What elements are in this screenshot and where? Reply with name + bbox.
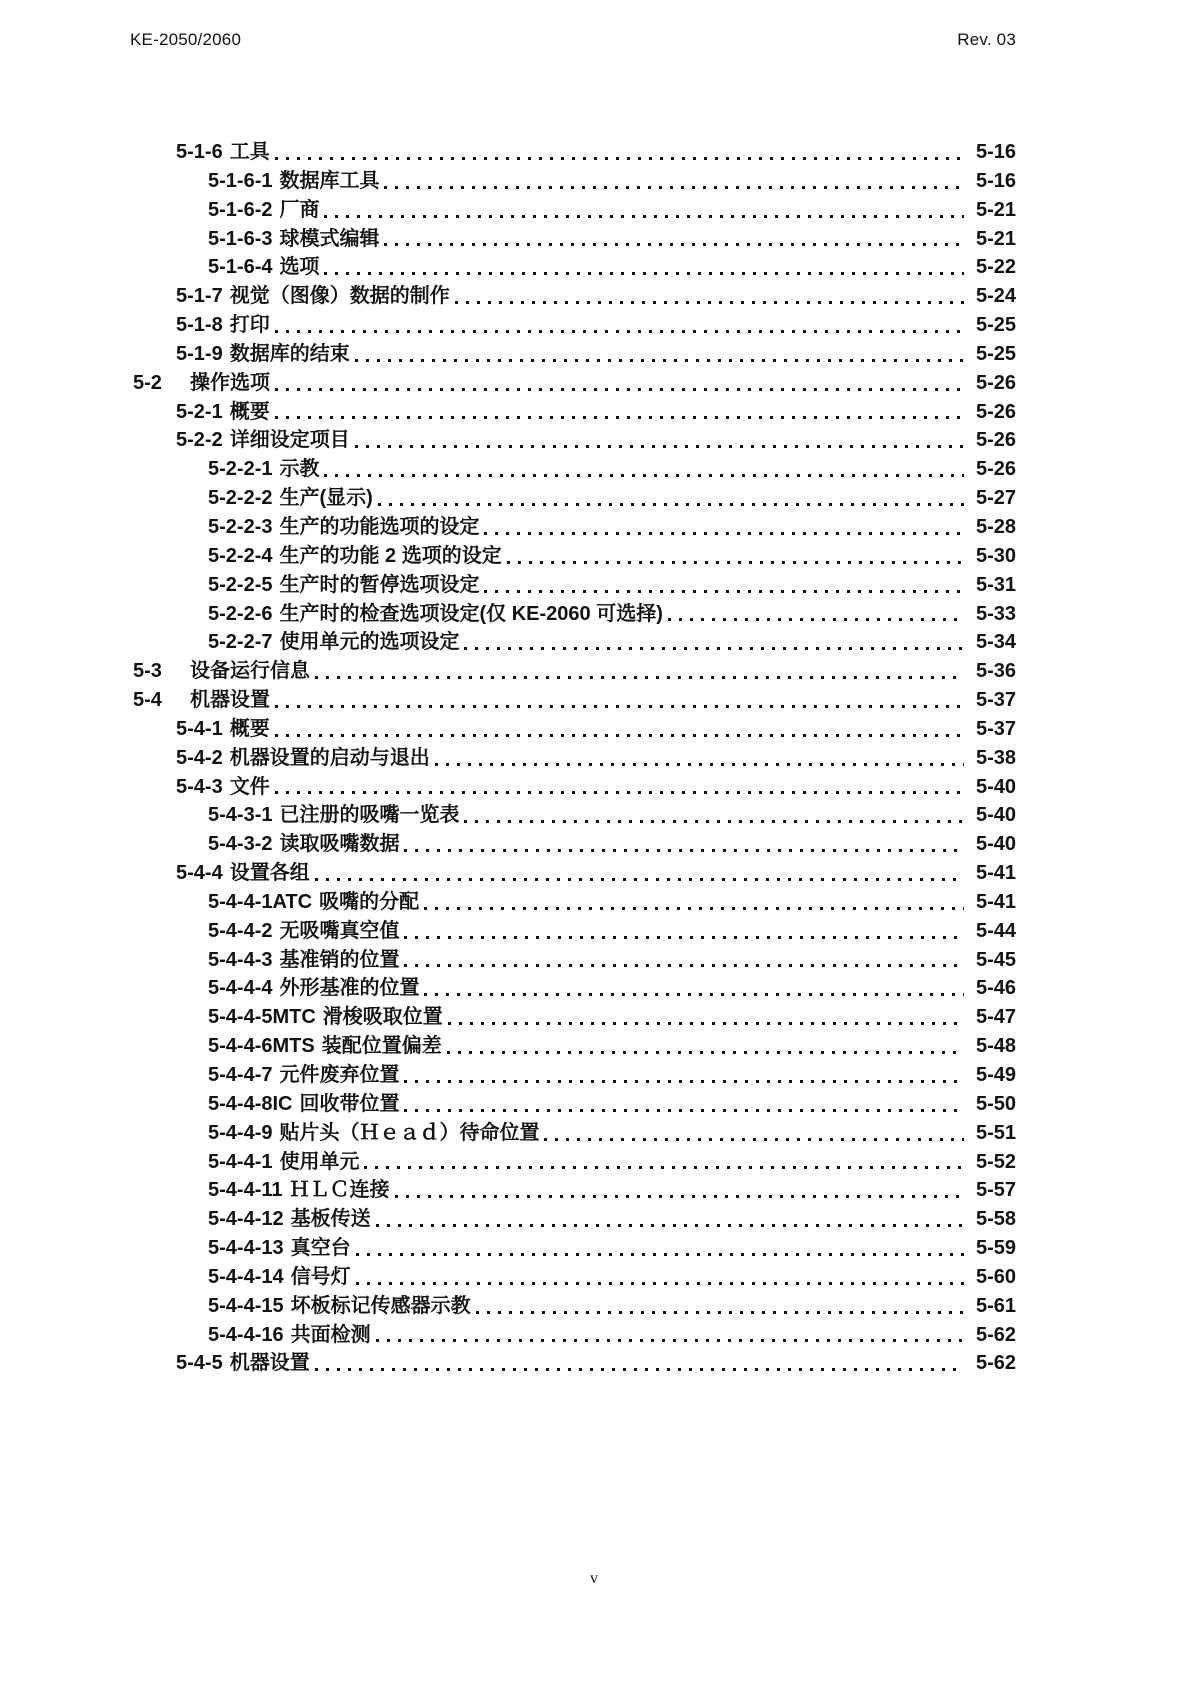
toc-entry-page: 5-58: [975, 1208, 1016, 1231]
dot-leader: [324, 455, 964, 484]
toc-entry: [133, 1090, 1016, 1119]
toc-entry-page: 5-49: [975, 1064, 1016, 1086]
dot-leader: [315, 657, 964, 686]
toc-entry-number: 5-1-9: [176, 342, 223, 365]
toc-entry: [133, 484, 1016, 513]
toc-entry-page: 5-37: [975, 689, 1016, 712]
toc-entry-page: 5-46: [975, 977, 1016, 1000]
dot-leader: [315, 859, 964, 888]
toc-entry-title: 使用单元的选项设定: [279, 631, 460, 654]
toc-entry-title: 读取吸嘴数据: [279, 833, 400, 856]
toc-entry-number: 5-3: [133, 660, 162, 683]
toc-entry-number: 5-2-1: [176, 400, 223, 423]
toc-entry-number: 5-2-2-5: [208, 573, 273, 596]
toc-entry: [133, 859, 1016, 888]
toc-entry-title: 文件: [229, 775, 270, 798]
dot-leader: [355, 426, 964, 455]
toc-entry-number: 5-4-4-2: [208, 919, 273, 942]
toc-entry-page: 5-45: [975, 948, 1016, 971]
toc-entry: [133, 282, 1016, 311]
dot-leader: [376, 1321, 964, 1350]
toc-entry: [133, 138, 1016, 167]
toc-entry-number: 5-4-4-16: [208, 1323, 284, 1346]
toc-entry: [133, 888, 1016, 917]
toc-entry-number: 5-4-4-4: [208, 977, 273, 1000]
toc-entry-page: 5-16: [975, 141, 1016, 163]
page-number: v: [590, 1570, 598, 1587]
toc-entry: [133, 773, 1016, 802]
toc-entry-page: 5-51: [975, 1121, 1016, 1144]
toc-entry-number: 5-4-4-13: [208, 1237, 284, 1260]
toc-entry-title: 生产时的检查选项设定(仅 KE-2060 可选择): [279, 602, 663, 625]
dot-leader: [378, 484, 964, 513]
toc-entry: [133, 830, 1016, 859]
dot-leader: [275, 773, 964, 802]
toc-entry-page: 5-44: [975, 919, 1016, 942]
toc-entry: [133, 196, 1016, 225]
toc-entry-number: 5-4-4-5MTC: [208, 1006, 316, 1029]
dot-leader: [275, 715, 964, 744]
toc-entry: [133, 571, 1016, 600]
toc-entry-page: 5-24: [975, 285, 1016, 308]
toc-entry-number: 5-4-4-12: [208, 1208, 284, 1231]
toc-entry: [133, 369, 1016, 398]
toc-entry-number: 5-2-2-4: [208, 544, 273, 567]
document-id: KE-2050/2060: [130, 30, 242, 49]
dot-leader: [404, 1090, 964, 1119]
toc-entry-number: 5-4-4-1: [208, 1150, 273, 1173]
toc-entry-title: 坏板标记传感器示教: [290, 1294, 471, 1317]
toc-entry-page: 5-61: [975, 1294, 1016, 1317]
toc-entry: [133, 253, 1016, 282]
toc-entry: [133, 657, 1016, 686]
toc-entry: [133, 167, 1016, 196]
toc-entry-number: 5-1-6: [176, 141, 223, 163]
toc-entry-page: 5-62: [975, 1323, 1016, 1346]
toc-entry-title: 吸嘴的分配: [319, 890, 420, 913]
toc-entry-page: 5-50: [975, 1092, 1016, 1115]
toc-entry-page: 5-41: [975, 890, 1016, 913]
toc-entry-number: 5-4-4-8IC: [208, 1092, 293, 1115]
toc-entry-page: 5-62: [975, 1352, 1016, 1375]
dot-leader: [484, 513, 964, 542]
toc-entry-number: 5-4-4-7: [208, 1064, 273, 1086]
toc-entry-page: 5-22: [975, 256, 1016, 279]
dot-leader: [275, 398, 964, 427]
toc-entry-page: 5-31: [975, 573, 1016, 596]
dot-leader: [275, 369, 964, 398]
toc-entry-number: 5-4-4-11: [208, 1179, 283, 1202]
toc-entry-title: 操作选项: [190, 371, 270, 394]
toc-entry-title: 设备运行信息: [190, 660, 310, 683]
toc-entry: [133, 340, 1016, 369]
toc-entry-title: 生产的功能选项的设定: [279, 515, 480, 538]
page-header: [130, 30, 1016, 50]
toc-entry-title: 概要: [229, 717, 270, 740]
toc-entry: [133, 1176, 1016, 1205]
toc-entry-page: 5-28: [975, 515, 1016, 538]
dot-leader: [404, 830, 964, 859]
toc-entry-title: 生产时的暂停选项设定: [279, 573, 480, 596]
toc-entry: [133, 946, 1016, 975]
toc-entry: [133, 398, 1016, 427]
dot-leader: [395, 1176, 965, 1205]
toc-entry-page: 5-40: [975, 804, 1016, 827]
dot-leader: [435, 744, 964, 773]
toc-entry-title: 厂商: [279, 198, 320, 221]
toc-entry-title: 机器设置: [229, 1352, 310, 1375]
toc-entry: [133, 311, 1016, 340]
dot-leader: [484, 571, 964, 600]
toc-entry: [133, 1263, 1016, 1292]
dot-leader: [455, 282, 964, 311]
toc-entry: [133, 1205, 1016, 1234]
toc-entry-title: 概要: [229, 400, 270, 423]
dot-leader: [404, 946, 964, 975]
toc-entry-title: 设置各组: [229, 862, 310, 885]
toc-entry-title: 真空台: [290, 1237, 351, 1260]
toc-entry: [133, 600, 1016, 629]
dot-leader: [275, 311, 964, 340]
toc-entry-number: 5-1-6-3: [208, 227, 273, 250]
toc-entry: [133, 1032, 1016, 1061]
toc-entry: [133, 1349, 1016, 1378]
toc-entry-number: 5-4-3-2: [208, 833, 273, 856]
toc-entry: [133, 974, 1016, 1003]
dot-leader: [424, 888, 964, 917]
toc-entry-title: 元件废弃位置: [279, 1064, 400, 1086]
toc-entry-number: 5-2-2-1: [208, 458, 273, 481]
dot-leader: [315, 1349, 964, 1378]
toc-entry-title: ＨＬＣ连接: [289, 1179, 390, 1202]
toc-entry-number: 5-4-4-9: [208, 1121, 273, 1144]
toc-entry-page: 5-30: [975, 544, 1016, 567]
dot-leader: [404, 917, 964, 946]
dot-leader: [464, 801, 964, 830]
toc-entry-number: 5-4: [133, 689, 162, 712]
toc-entry: [133, 1061, 1016, 1090]
toc-entry: [133, 686, 1016, 715]
dot-leader: [356, 1234, 964, 1263]
toc-entry: [133, 628, 1016, 657]
toc-entry-page: 5-26: [975, 429, 1016, 452]
toc-entry-title: 已注册的吸嘴一览表: [279, 804, 460, 827]
dot-leader: [355, 340, 964, 369]
toc-entry: [133, 225, 1016, 254]
toc-entry-title: 数据库工具: [279, 169, 380, 192]
toc-entry: [133, 715, 1016, 744]
toc-entry: [133, 1003, 1016, 1032]
toc-entry-number: 5-4-3-1: [208, 804, 273, 827]
dot-leader: [476, 1292, 964, 1321]
dot-leader: [464, 628, 964, 657]
toc-entry-title: 使用单元: [279, 1150, 360, 1173]
toc-entry-page: 5-26: [975, 458, 1016, 481]
toc-entry-number: 5-2-2-7: [208, 631, 273, 654]
dot-leader: [544, 1119, 964, 1148]
toc-entry: [133, 1234, 1016, 1263]
toc-entry: [133, 917, 1016, 946]
toc-entry-page: 5-40: [975, 833, 1016, 856]
dot-leader: [447, 1032, 964, 1061]
toc-entry-page: 5-60: [975, 1265, 1016, 1288]
toc-entry-number: 5-2-2-2: [208, 487, 273, 510]
toc-entry-title: 滑梭吸取位置: [322, 1006, 443, 1029]
toc-entry-page: 5-57: [975, 1179, 1016, 1202]
toc-entry: [133, 513, 1016, 542]
toc-entry: [133, 1321, 1016, 1350]
toc-entry-number: 5-1-6-2: [208, 198, 273, 221]
toc-entry: [133, 426, 1016, 455]
toc-entry-page: 5-48: [975, 1035, 1016, 1058]
toc-entry-page: 5-21: [975, 198, 1016, 221]
toc-entry-page: 5-40: [975, 775, 1016, 798]
page-footer: [0, 1570, 1188, 1588]
toc-entry-title: 工具: [229, 141, 270, 163]
dot-leader: [356, 1263, 964, 1292]
toc-entry-number: 5-2-2-6: [208, 602, 273, 625]
toc-entry-title: 选项: [279, 256, 320, 279]
toc-entry-number: 5-4-2: [176, 746, 223, 769]
toc-entry-page: 5-59: [975, 1237, 1016, 1260]
dot-leader: [404, 1061, 964, 1090]
toc-entry-number: 5-1-7: [176, 285, 223, 308]
toc-entry-title: 示教: [279, 458, 320, 481]
dot-leader: [376, 1205, 964, 1234]
toc-entry: [133, 1119, 1016, 1148]
dot-leader: [424, 974, 964, 1003]
toc-entry-number: 5-1-6-4: [208, 256, 273, 279]
toc-entry-title: 回收带位置: [299, 1092, 400, 1115]
toc-entry-number: 5-4-4: [176, 862, 223, 885]
toc-entry-number: 5-4-5: [176, 1352, 223, 1375]
toc-entry-title: 生产的功能 2 选项的设定: [279, 544, 502, 567]
dot-leader: [275, 686, 964, 715]
toc-entry-title: 装配位置偏差: [321, 1035, 442, 1058]
toc-entry-number: 5-1-6-1: [208, 169, 273, 192]
toc-entry-title: 外形基准的位置: [279, 977, 420, 1000]
toc-entry-number: 5-4-4-1ATC: [208, 890, 313, 913]
toc-entry-title: 打印: [229, 314, 270, 337]
toc-entry-title: 球模式编辑: [279, 227, 380, 250]
toc-entry-page: 5-38: [975, 746, 1016, 769]
toc-entry: [133, 801, 1016, 830]
dot-leader: [448, 1003, 964, 1032]
toc-entry-page: 5-47: [975, 1006, 1016, 1029]
toc-entry-number: 5-2-2: [176, 429, 223, 452]
toc-entry-title: 基板传送: [290, 1208, 371, 1231]
dot-leader: [507, 542, 964, 571]
toc-entry-title: 共面检测: [290, 1323, 371, 1346]
toc-entry-title: 生产(显示): [279, 487, 373, 510]
toc-entry-page: 5-36: [975, 660, 1016, 683]
toc-entry-number: 5-4-4-15: [208, 1294, 284, 1317]
toc-entry-page: 5-26: [975, 371, 1016, 394]
toc-entry-page: 5-16: [975, 169, 1016, 192]
toc-entry-title: 基准销的位置: [279, 948, 400, 971]
dot-leader: [324, 196, 964, 225]
toc-entry: [133, 542, 1016, 571]
toc-entry-page: 5-41: [975, 862, 1016, 885]
toc-entry-page: 5-21: [975, 227, 1016, 250]
toc-entry-page: 5-37: [975, 717, 1016, 740]
toc-entry-number: 5-2: [133, 371, 162, 394]
dot-leader: [275, 138, 964, 167]
toc-entry: [133, 744, 1016, 773]
toc-entry-title: 贴片头（Ｈｅａｄ）待命位置: [279, 1121, 540, 1144]
toc-entry-page: 5-26: [975, 400, 1016, 423]
toc-entry-number: 5-1-8: [176, 314, 223, 337]
toc-entry-page: 5-52: [975, 1150, 1016, 1173]
dot-leader: [384, 167, 964, 196]
toc-entry-number: 5-4-1: [176, 717, 223, 740]
toc-entry-title: 机器设置: [190, 689, 270, 712]
revision-label: Rev. 03: [957, 30, 1016, 49]
toc-entry-page: 5-25: [975, 314, 1016, 337]
toc-entry-title: 视觉（图像）数据的制作: [229, 285, 450, 308]
toc-entry-title: 无吸嘴真空值: [279, 919, 400, 942]
dot-leader: [364, 1148, 964, 1177]
toc-entry: [133, 1148, 1016, 1177]
toc-entry-page: 5-33: [975, 602, 1016, 625]
toc-entry-number: 5-4-4-6MTS: [208, 1035, 315, 1058]
toc-entry-page: 5-25: [975, 342, 1016, 365]
toc-entry-number: 5-4-4-14: [208, 1265, 284, 1288]
toc-entry-number: 5-2-2-3: [208, 515, 273, 538]
dot-leader: [384, 225, 964, 254]
toc-entry: [133, 1292, 1016, 1321]
toc-entry: [133, 455, 1016, 484]
toc-entry-title: 数据库的结束: [229, 342, 350, 365]
toc-entry-title: 信号灯: [290, 1265, 351, 1288]
toc-entry-number: 5-4-3: [176, 775, 223, 798]
toc-entry-number: 5-4-4-3: [208, 948, 273, 971]
table-of-contents: [133, 138, 1016, 1378]
dot-leader: [324, 253, 964, 282]
toc-entry-page: 5-27: [975, 487, 1016, 510]
toc-entry-title: 机器设置的启动与退出: [229, 746, 430, 769]
toc-entry-page: 5-34: [975, 631, 1016, 654]
toc-entry-title: 详细设定项目: [229, 429, 350, 452]
dot-leader: [668, 600, 964, 629]
